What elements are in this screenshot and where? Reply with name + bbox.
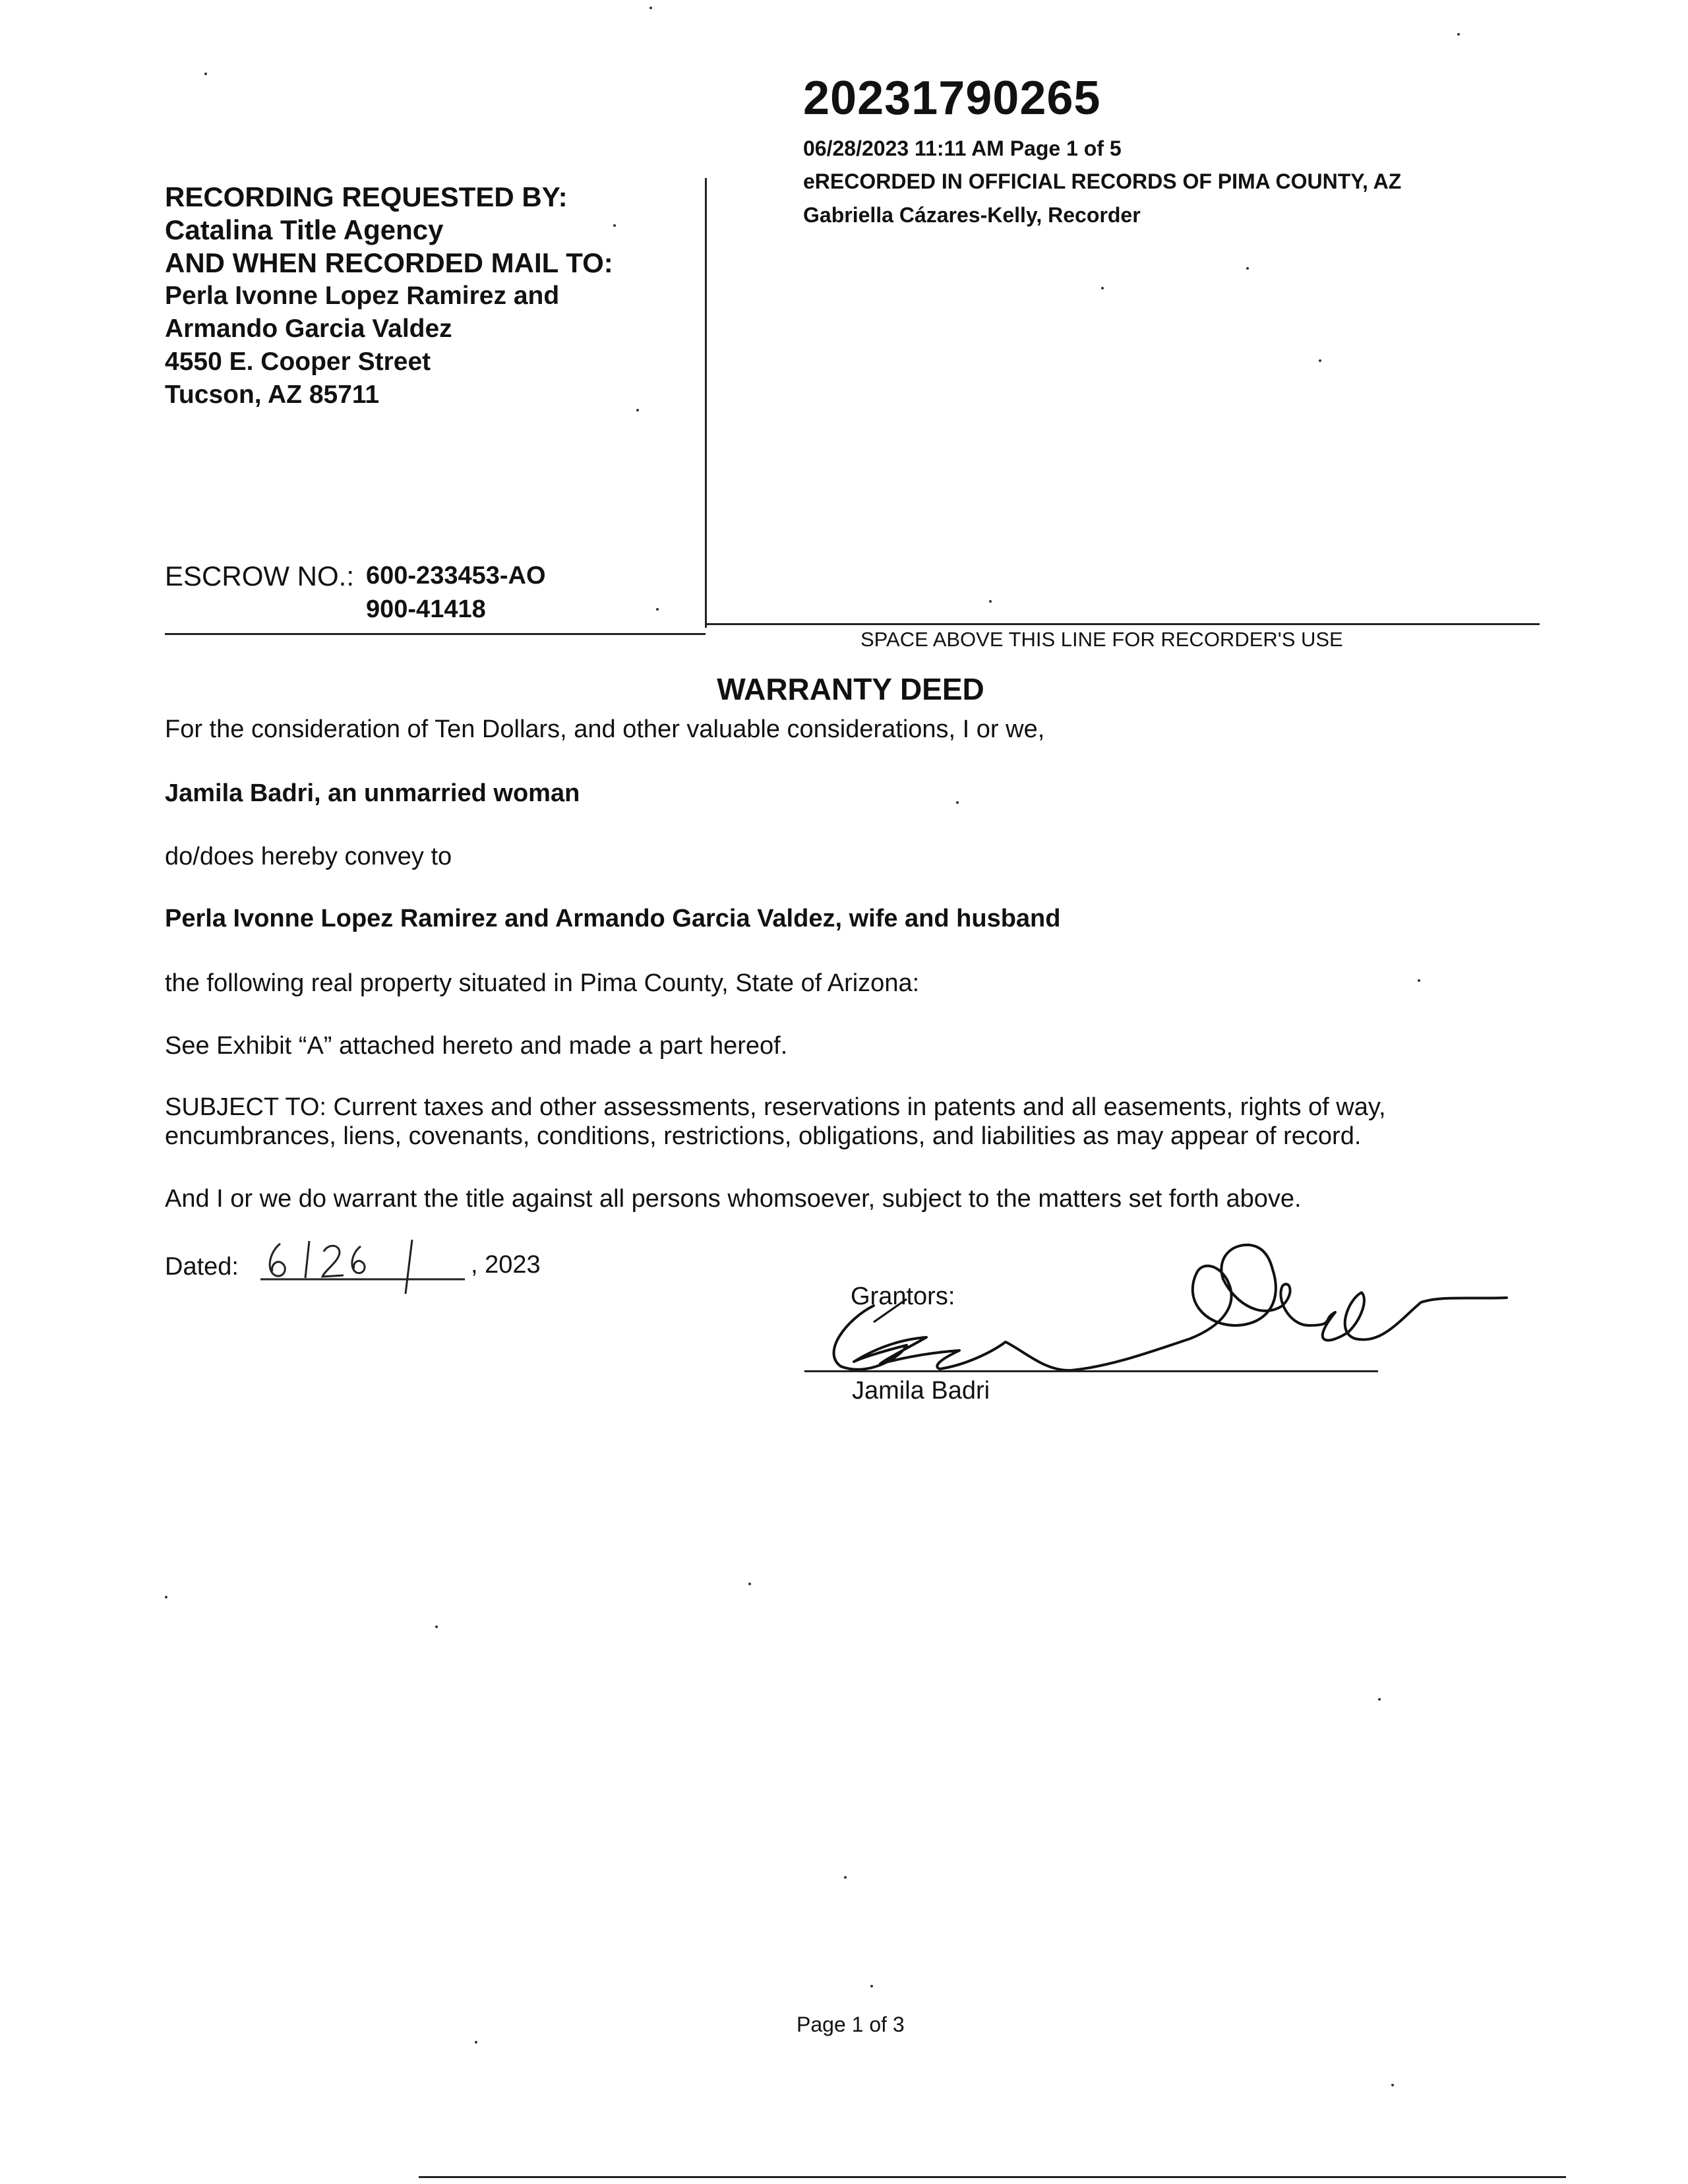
- scan-speck: [844, 1876, 847, 1879]
- warranty-text: And I or we do warrant the title against all persons whomsoever, subject to the matters set forth above.: [165, 1185, 1302, 1213]
- page-number: Page 1 of 3: [797, 2013, 905, 2036]
- grantor-text: Jamila Badri, an unmarried woman: [165, 779, 580, 807]
- grantor-name: Jamila Badri: [852, 1377, 990, 1405]
- scan-speck: [1378, 1698, 1381, 1701]
- scan-speck: [1418, 979, 1420, 982]
- scan-speck: [204, 73, 207, 75]
- escrow-number-1: 600-233453-AO: [366, 562, 546, 590]
- recorder-name: Gabriella Cázares-Kelly, Recorder: [803, 203, 1141, 227]
- scan-speck: [1391, 2084, 1394, 2086]
- scan-speck: [748, 1583, 751, 1585]
- grantor-signature: [808, 1220, 1513, 1385]
- convey-text: do/does hereby convey to: [165, 843, 452, 870]
- mail-to-line-4: Tucson, AZ 85711: [165, 380, 380, 409]
- recording-office: eRECORDED IN OFFICIAL RECORDS OF PIMA COUNTY, AZ: [803, 169, 1402, 193]
- property-text: the following real property situated in Pima County, State of Arizona:: [165, 969, 920, 997]
- handwritten-date: [260, 1232, 465, 1298]
- grantors-label: Grantors:: [851, 1283, 955, 1310]
- recording-date-time-page: 06/28/2023 11:11 AM Page 1 of 5: [803, 136, 1122, 160]
- dated-label: Dated:: [165, 1253, 239, 1281]
- scan-speck: [956, 801, 959, 804]
- dated-year: , 2023: [471, 1251, 541, 1279]
- grantees-text: Perla Ivonne Lopez Ramirez and Armando Garcia Valdez, wife and husband: [165, 905, 1061, 932]
- escrow-label: ESCROW NO.:: [165, 561, 355, 592]
- scan-speck: [165, 1596, 167, 1598]
- header-divider-vertical: [705, 178, 707, 628]
- scan-speck: [636, 409, 639, 411]
- escrow-number-2: 900-41418: [366, 595, 486, 623]
- mail-to-line-2: Armando Garcia Valdez: [165, 315, 452, 343]
- subject-to-line-1: SUBJECT TO: Current taxes and other assessments, reservations in patents and all easements, rights of way,: [165, 1093, 1386, 1121]
- recording-requested-by-label: RECORDING REQUESTED BY:: [165, 181, 568, 212]
- scan-speck: [870, 1985, 873, 1987]
- header-divider-left: [165, 633, 706, 635]
- scan-speck: [656, 608, 659, 611]
- bottom-rule: [419, 2176, 1566, 2178]
- recorder-space-note: SPACE ABOVE THIS LINE FOR RECORDER'S USE: [860, 628, 1343, 651]
- subject-to-line-2: encumbrances, liens, covenants, conditions, restrictions, obligations, and liabilities as may appear of record.: [165, 1122, 1362, 1150]
- scan-speck: [1101, 287, 1104, 289]
- mail-to-line-3: 4550 E. Cooper Street: [165, 348, 431, 376]
- scan-speck: [475, 2041, 477, 2044]
- scan-speck: [649, 7, 652, 9]
- scan-speck: [1246, 267, 1249, 270]
- scan-speck: [613, 224, 616, 227]
- exhibit-text: See Exhibit “A” attached hereto and made a part hereof.: [165, 1032, 788, 1060]
- scan-speck: [989, 600, 992, 603]
- deed-title: WARRANTY DEED: [717, 672, 984, 706]
- scan-speck: [435, 1625, 438, 1628]
- document-number: 20231790265: [803, 72, 1101, 125]
- mail-to-label: AND WHEN RECORDED MAIL TO:: [165, 247, 613, 278]
- signature-line: [804, 1370, 1378, 1372]
- scan-speck: [1319, 359, 1321, 362]
- scan-speck: [1457, 33, 1460, 36]
- header-divider-right: [705, 623, 1540, 625]
- recording-requested-by: Catalina Title Agency: [165, 214, 444, 245]
- consideration-text: For the consideration of Ten Dollars, and other valuable considerations, I or we,: [165, 715, 1045, 743]
- mail-to-line-1: Perla Ivonne Lopez Ramirez and: [165, 282, 560, 310]
